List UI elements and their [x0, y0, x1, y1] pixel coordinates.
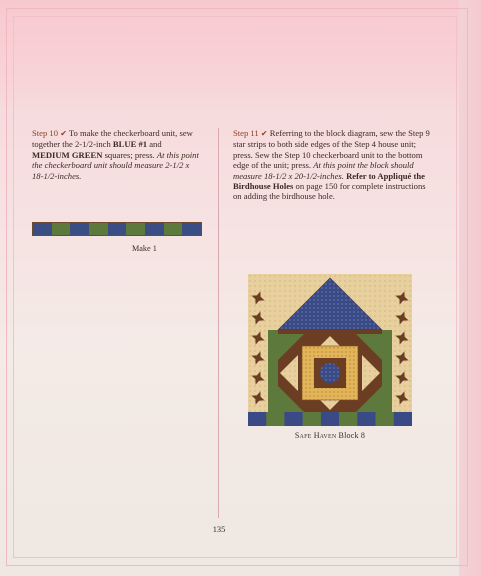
- birdhouse-hole: [320, 363, 340, 383]
- checker-square: [266, 412, 285, 426]
- column-divider: [218, 128, 219, 518]
- checker-square: [303, 412, 322, 426]
- applique-reference: Refer to Appliqué the Birdhouse Holes: [233, 170, 425, 192]
- checker-square: [376, 412, 395, 426]
- block-caption: [250, 431, 410, 440]
- checker-square: [394, 412, 412, 426]
- step-10-text: [32, 128, 200, 181]
- checker-square: [145, 223, 164, 235]
- step-11-text: [233, 128, 433, 202]
- squares-text: squares; press.: [102, 149, 157, 160]
- left-rail: [268, 330, 278, 412]
- checker-square: [33, 223, 52, 235]
- and-text: and: [147, 139, 162, 150]
- right-rail: [382, 330, 392, 412]
- checker-square: [339, 412, 358, 426]
- step-11-measure: At this point the block should measure 18-1/2 x 20-1/2-inches.: [233, 160, 414, 181]
- checker-square: [70, 223, 89, 235]
- roof-trim: [278, 330, 382, 334]
- checker-square: [126, 223, 145, 235]
- checker-square: [108, 223, 127, 235]
- check-icon: ✔: [260, 129, 268, 138]
- checker-square: [284, 412, 303, 426]
- page-number: 135: [212, 525, 226, 534]
- strip-caption: Make 1: [132, 244, 157, 253]
- block-suffix: Block 8: [336, 431, 366, 440]
- bottom-checkerboard: [248, 412, 412, 426]
- step-10-intro: To make the checkerboard unit, sew together the 2-1/2-inch: [32, 128, 193, 150]
- color-green-label: MEDIUM GREEN: [32, 149, 103, 160]
- checker-square: [321, 412, 340, 426]
- checker-square: [248, 412, 267, 426]
- step-10-label: Step 10: [32, 128, 59, 138]
- block-name: Safe Haven: [294, 431, 337, 440]
- checker-square: [89, 223, 108, 235]
- checker-square: [182, 223, 201, 235]
- quilt-block-illustration: [248, 274, 412, 426]
- color-blue-label: BLUE #1: [112, 139, 148, 150]
- step-11-tail: on page 150 for complete instructions on adding the birdhouse hole.: [233, 181, 426, 202]
- step-10-measure: At this point the checkerboard unit should measure 2-1/2 x 18-1/2-inches.: [32, 149, 199, 181]
- checkerboard-strip: [32, 222, 202, 236]
- check-icon: ✔: [60, 129, 67, 138]
- checker-square: [164, 223, 183, 235]
- checker-square: [52, 223, 71, 235]
- checker-square: [357, 412, 376, 426]
- step-11-body: Referring to the block diagram, sew the Step 9 star strips to both side edges of the Step 4 house unit; press. Sew the Step 10 checkerboard unit to the bottom edge of the unit; press.: [233, 128, 430, 171]
- step-11-label: Step 11: [233, 128, 259, 138]
- block-diagram: [248, 274, 412, 426]
